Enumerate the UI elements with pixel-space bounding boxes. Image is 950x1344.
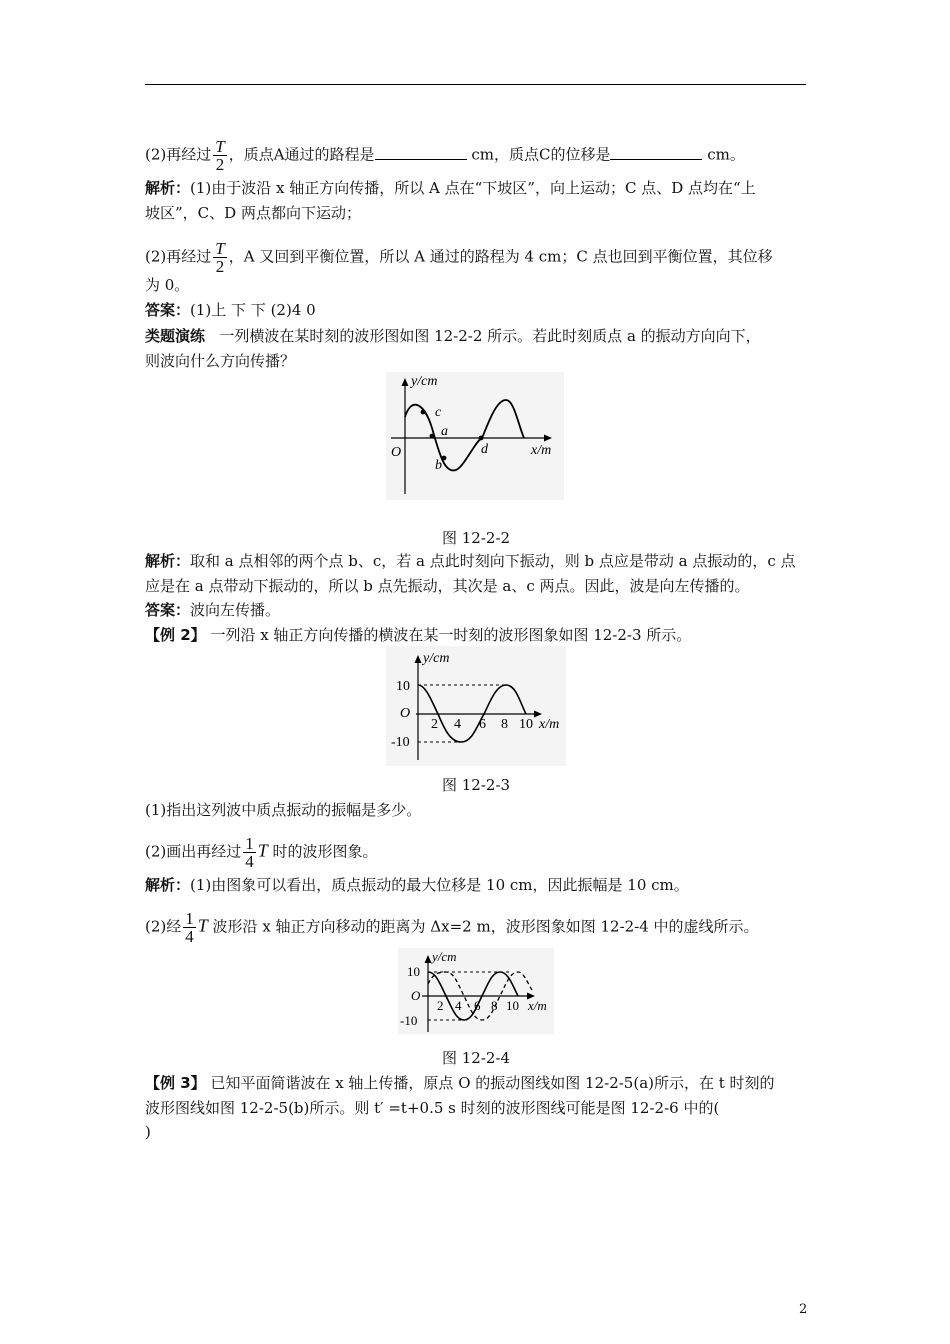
- q2-text-d: cm。: [707, 145, 745, 164]
- q2-text-c: cm，质点C的位移是: [471, 145, 611, 164]
- solution-1-line-2: [145, 203, 361, 223]
- x-tick-4: 4: [455, 998, 462, 1013]
- origin-label: O: [391, 445, 402, 460]
- question-3-text-2b: 时的波形图象。: [272, 842, 378, 861]
- solution-1-text-3a: (2)再经过: [145, 247, 212, 266]
- variable-t: T: [257, 840, 268, 861]
- x-axis-label: x/m: [531, 443, 552, 458]
- x-tick-8: 8: [501, 717, 508, 732]
- solution-label: 解析：: [145, 179, 191, 197]
- y-axis-label: y/cm: [423, 651, 450, 666]
- example-3-text-3: ): [145, 1123, 151, 1141]
- figure-caption-12-2-2: 图 12-2-2: [442, 529, 511, 547]
- q2-text-b: ，质点A通过的路程是: [228, 145, 375, 164]
- figure-caption-12-2-3: 图 12-2-3: [442, 776, 511, 794]
- example-3-line-1: [145, 1073, 775, 1093]
- answer-blank-2[interactable]: [610, 145, 702, 160]
- practice-text-1: 一列横波在某时刻的波形图如图 12-2-2 所示。若此时刻质点 a 的振动方向向下，: [219, 327, 761, 345]
- answer-2-text: 波向左传播。: [190, 601, 281, 619]
- figure-12-2-3: [386, 646, 566, 766]
- solution-1-text-1: (1)由于波沿 x 轴正方向传播，所以 A 点在“下坡区”，向上运动；C 点、D 点均在“上: [190, 179, 756, 197]
- fraction-numerator: 1: [185, 909, 194, 928]
- example-2-text: 一列沿 x 轴正方向传播的横波在某一时刻的波形图象如图 12-2-3 所示。: [205, 626, 692, 644]
- figure-caption-12-2-4: 图 12-2-4: [442, 1049, 511, 1067]
- fraction-numerator: 1: [245, 834, 254, 853]
- x-tick-2: 2: [437, 998, 444, 1013]
- solution-1-line-3: [145, 240, 773, 275]
- fraction-denominator: 4: [245, 852, 254, 871]
- fraction-t-over-2: [213, 138, 226, 173]
- practice-label: 类题演练: [145, 327, 206, 345]
- example-3-label: 【例 3】: [145, 1074, 206, 1092]
- x-tick-2: 2: [431, 717, 438, 732]
- page-number: 2: [799, 1302, 808, 1317]
- example-3-text-1: 已知平面简谐波在 x 轴上传播，原点 O 的振动图线如图 12-2-5(a)所示，在 t 时刻的: [205, 1074, 775, 1092]
- question-3-line-2: [145, 835, 378, 870]
- fraction-1-over-4: [183, 910, 196, 945]
- x-axis-label: x/m: [528, 998, 547, 1013]
- example-3-line-2: [145, 1098, 719, 1118]
- solution-1-text-2: 坡区”，C、D 两点都向下运动；: [145, 204, 361, 222]
- point-label-d: d: [481, 442, 488, 457]
- fraction-denominator: 2: [215, 155, 225, 174]
- example-2-label: 【例 2】: [145, 626, 206, 644]
- solution-2-line-2: [145, 576, 750, 596]
- x-tick-8: 8: [491, 998, 498, 1013]
- example-3-line-3: [145, 1122, 151, 1142]
- figure-12-2-4: [398, 948, 554, 1034]
- fraction-t-over-2: [213, 240, 226, 275]
- point-label-a: a: [441, 424, 448, 439]
- answer-label: 答案：: [145, 601, 191, 619]
- practice-line-1: [145, 326, 761, 346]
- question-2-line: [145, 138, 745, 173]
- x-tick-4: 4: [454, 717, 461, 732]
- y-tick-10: 10: [396, 679, 410, 694]
- origin-label: O: [400, 706, 411, 721]
- answer-1-line: [145, 300, 316, 320]
- example-2-line: [145, 625, 691, 645]
- y-tick-minus-10: -10: [391, 735, 410, 750]
- point-label-b: b: [435, 458, 442, 473]
- q2-text-a: (2)再经过: [145, 145, 212, 164]
- solution-2-line-1: [145, 551, 796, 571]
- fraction-denominator: 2: [215, 257, 225, 276]
- solution-1-text-3b: ，A 又回到平衡位置，所以 A 通过的路程为 4 cm；C 点也回到平衡位置，其位移: [228, 247, 773, 266]
- variable-t: T: [197, 915, 208, 936]
- practice-line-2: [145, 351, 295, 371]
- solution-3-text-2a: (2)经: [145, 917, 182, 936]
- answer-label: 答案：: [145, 301, 191, 319]
- solution-1-text-4: 为 0。: [145, 276, 190, 294]
- y-tick-10: 10: [407, 964, 420, 979]
- solution-3-line-1: [145, 875, 689, 895]
- y-axis-label: y/cm: [432, 949, 457, 964]
- question-3-text-1: (1)指出这列波中质点振动的振幅是多少。: [145, 801, 422, 819]
- answer-blank-1[interactable]: [375, 145, 467, 160]
- practice-text-2: 则波向什么方向传播？: [145, 352, 296, 370]
- fraction-1-over-4: [243, 835, 256, 870]
- x-tick-10: 10: [506, 998, 519, 1013]
- example-3-text-2: 波形图线如图 12-2-5(b)所示。则 t′ =t+0.5 s 时刻的波形图线可能是图 12-2-6 中的(: [145, 1099, 720, 1117]
- origin-label: O: [411, 988, 421, 1003]
- x-tick-6: 6: [479, 717, 486, 732]
- x-tick-10: 10: [519, 717, 533, 732]
- point-label-c: c: [435, 405, 442, 420]
- fraction-numerator: T: [215, 239, 225, 258]
- y-axis-label: y/cm: [411, 374, 438, 389]
- question-3-line-1: [145, 800, 421, 820]
- solution-1-line-1: [145, 178, 756, 198]
- solution-3-line-2: [145, 910, 759, 945]
- x-tick-6: 6: [474, 998, 481, 1013]
- answer-2-line: [145, 600, 280, 620]
- y-tick-minus-10: -10: [400, 1013, 418, 1028]
- answer-1-text: (1)上 下 下 (2)4 0: [190, 301, 316, 319]
- fraction-numerator: T: [215, 137, 225, 156]
- fraction-denominator: 4: [185, 927, 194, 946]
- solution-label: 解析：: [145, 876, 191, 894]
- solution-2-text-1: 取和 a 点相邻的两个点 b、c，若 a 点此时刻向下振动，则 b 点应是带动 a 点振动的，c 点: [190, 552, 796, 570]
- question-3-text-2a: (2)画出再经过: [145, 842, 242, 861]
- x-axis-label: x/m: [539, 717, 560, 732]
- solution-label: 解析：: [145, 552, 191, 570]
- solution-2-text-2: 应是在 a 点带动下振动的，所以 b 点先振动，其次是 a、c 两点。因此，波是向左传播的。: [145, 577, 750, 595]
- figure-12-2-2: [386, 372, 564, 500]
- header-rule: [145, 84, 806, 85]
- solution-3-text-2b: 波形沿 x 轴正方向移动的距离为 Δx=2 m，波形图象如图 12-2-4 中的虚线所示。: [212, 917, 759, 936]
- solution-1-line-4: [145, 275, 189, 295]
- solution-3-text-1: (1)由图象可以看出，质点振动的最大位移是 10 cm，因此振幅是 10 cm。: [190, 876, 689, 894]
